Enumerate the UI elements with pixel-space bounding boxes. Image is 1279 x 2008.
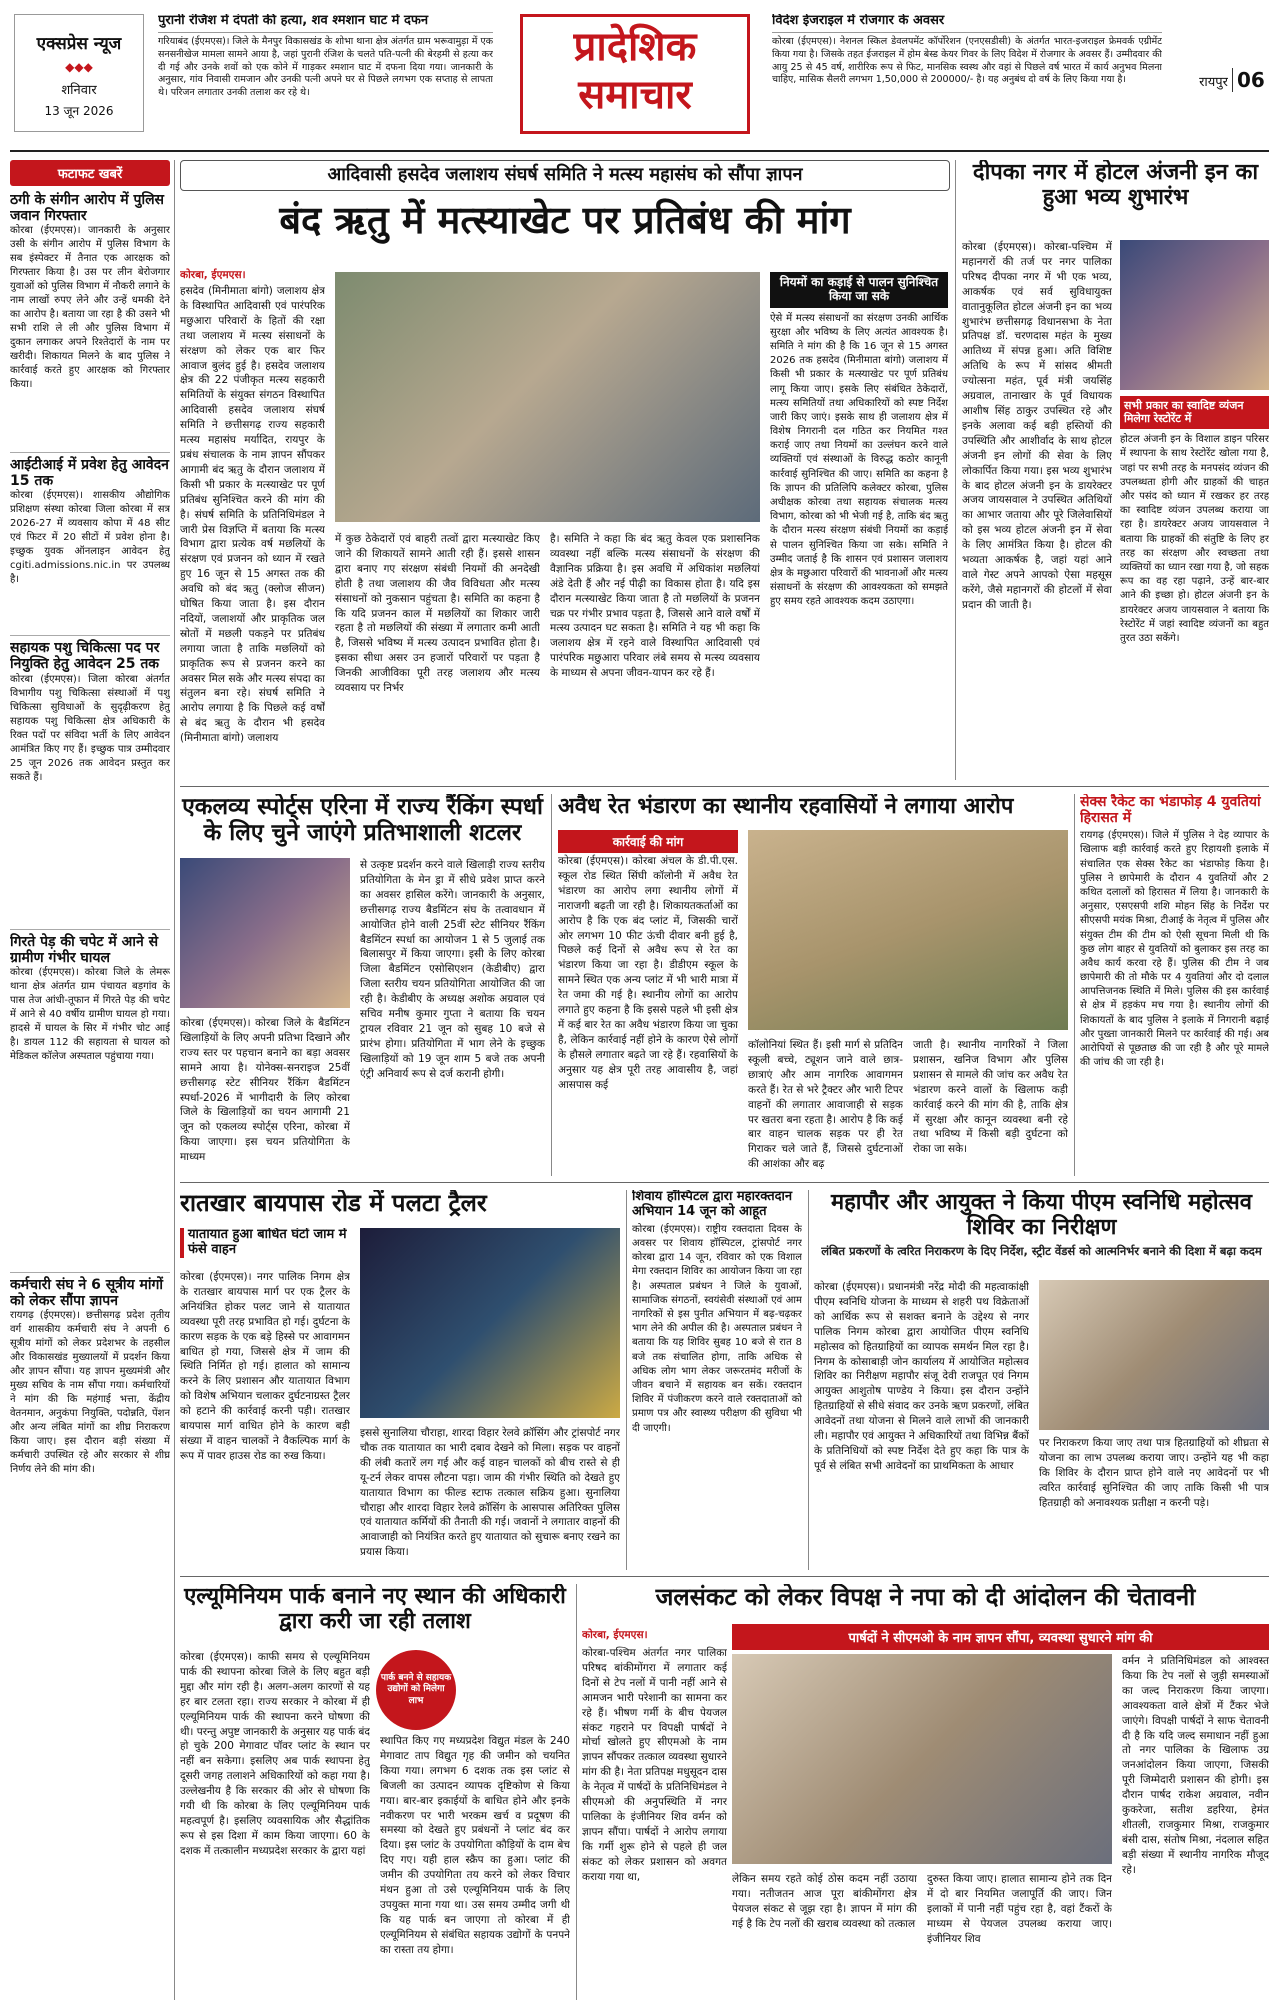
blood-body: कोरबा (ईएमएस)। राष्ट्रीय रक्तदाता दिवस के अवसर पर शिवाय हॉस्पिटल, ट्रांसपोर्ट नगर कोरबा द्वारा 14 जून, रविवार को एक विशाल मेगा रक्तदान शिविर का आयोजन किया जा रहा है। अस्पताल प्रबंधन ने जिले के युवाओं, सामाजिक संगठनों, स्वयंसेवी संस्थाओं एवं आम नागरिकों से इस पुनीत अभियान में बढ़-चढ़कर भाग लेने की अपील की है। अस्पताल प्रबंधन ने बताया कि यह शिविर सुबह 10 बजे से रात 8 बजे तक संचालित होगा, ताकि अधिक से अधिक लोग भाग लेकर जरूरतमंद मरीजों के जीवन बचाने में सहायक बन सकें। रक्तदान शिविर में पंजीकरण करने वाले रक्तदाताओं को प्रमाण पत्र और स्वास्थ्य परीक्षण की सुविधा भी दी जाएगी। (632, 1223, 802, 1434)
water-story (582, 1584, 1269, 2000)
trailer-headline: रातखार बायपास रोड में पलटा ट्रैलर (180, 1190, 487, 1217)
brief-item (10, 192, 170, 446)
hotel-sidebox-title: सभी प्रकार का स्वादिष्ट व्यंजन मिलेगा रेस्टोरेंट में (1120, 396, 1269, 429)
row4-divider (576, 1584, 577, 2000)
hotel-photo (1120, 240, 1269, 390)
racket-headline: सेक्स रैकेट का भंडाफोड़ 4 युवतियां हिरासत में (1080, 794, 1261, 827)
lead-photo (335, 272, 760, 522)
hotel-sidebox (1120, 396, 1269, 776)
trailer-photo (360, 1228, 620, 1418)
brief-title: गिरते पेड़ की चपेट में आने से ग्रामीण गंभीर घायल (10, 933, 159, 966)
lead-dateline: कोरबा, ईएमएस। (180, 269, 246, 281)
water-col2: लेकिन समय रहते कोई ठोस कदम नहीं उठाया गया। नतीजतन आज पूरा बांकीमोंगरा क्षेत्र पेयजल संकट से जूझ रहा है। ज्ञापन में मांग की गई है कि टेप नलों की खराब व्यवस्था को तत्काल (732, 1873, 917, 1930)
brief-item (10, 929, 170, 1266)
sand-col2: कॉलोनियां स्थित हैं। इसी मार्ग से प्रतिदिन स्कूली बच्चे, ट्यूशन जाने वाले छात्र-छात्राएं और आम नागरिक आवागमन करते हैं। रेत से भरे ट्रैक्टर और भारी टिपर वाहनों की लगातार आवाजाही से सड़क पर खतरा बना रहता है। आरोप है कि कई बार वाहन चालक सड़क पर ही रेत गिराकर चले जाते हैं, जिससे दुर्घटनाओं की आशंका और बढ़ (748, 1039, 903, 1171)
top-left-news-body: गरियाबंद (ईएमएस)। जिले के मैनपुर विकासखंड के शोभा थाना क्षेत्र अंतर्गत ग्राम भरूवामुड़ा में एक सनसनीखेज मामला सामने आया है, जहां पुरानी रंजिश के चलते पति-पत्नी की बेरहमी से हत्या कर दी गई और उनके शवों को एक कोने में गाड़कर श्मशान घाट में दफना दिया गया। जानकारी के अनुसार, गांव निवासी रामजान और उनकी पत्नी अपने घर से पिछले लगभग एक सप्ताह से लापता थे। परिजन लगातार उनकी तलाश कर रहे थे। (158, 35, 493, 99)
svanidhi-story (814, 1190, 1269, 1570)
paper-name: एक्सप्रेस न्यूज (36, 34, 122, 54)
sand-col3: जाती है। स्थानीय नागरिकों ने जिला प्रशासन, खनिज विभाग और पुलिस प्रशासन से मामले की जांच कर अवैध रेत भंडारण करने वालों के खिलाफ कड़ी कार्रवाई करने की मांग की है, ताकि क्षेत्र में सुरक्षा और कानून व्यवस्था बनी रहे तथा भविष्य में किसी बड़ी दुर्घटना को रोका जा सके। (913, 1039, 1068, 1156)
row3-divider-b (808, 1190, 809, 1570)
hotel-sidebox-body: होटल अंजनी इन के विशाल डाइन परिसर में स्थापना के साथ रेस्टोरेंट खोला गया है, जहां पर सभी तरह के मनपसंद व्यंजन की उपलब्धता होगी और ग्राहकों की चाहत और पसंद को ध्यान में रखकर हर तरह का स्वादिष्ट व्यंजन उपलब्ध कराया जा रहा है। डायरेक्टर अजय जायसवाल ने बताया कि ग्राहकों की संतुष्टि के लिए हर तरह का संरक्षण और स्वच्छता तथा व्यक्तियों का ध्यान रखा गया है, जो सहक रूप का वह रहा पढ़ाने, उन्हें बार-बार आने की इच्छा हो। होटल अंजनी इन के डायरेक्टर अजय जायसवाल ने बताया कि रेस्टोरेंट में जहां स्वादिष्ट व्यंजनों का बहुत तुरत उठा सकेंगे। (1120, 434, 1269, 644)
trailer-tag (180, 1228, 350, 1258)
lead-sidebox-body: ऐसे में मत्स्य संसाधनों का संरक्षण उनकी आर्थिक सुरक्षा और भविष्य के लिए अत्यंत आवश्यक है। समिति ने मांग की है कि 16 जून से 15 अगस्त 2026 तक हसदेव (मिनीमाता बांगो) जलाशय में किसी भी प्रकार के मत्स्याखेट पर पूर्ण प्रतिबंध लागू किया जाए। इसके लिए संबंधित ठेकेदारों, मत्स्य समितियों तथा अधिकारियों को स्पष्ट निर्देश जारी किए जाएं। इसके साथ ही जलाशय क्षेत्र में विशेष निगरानी दल गठित कर नियमित गश्त कराई जाए तथा नियमों का उल्लंघन करने वाले व्यक्तियों एवं संस्थाओं के विरुद्ध कठोर कानूनी कार्रवाई सुनिश्चित की जाए। समिति का कहना है कि ज्ञापन की प्रतिलिपि कलेक्टर कोरबा, पुलिस अधीक्षक कोरबा तथा सहायक संचालक मत्स्य विभाग, कोरबा को भी भेजी गई है, ताकि बंद ऋतु के दौरान मत्स्य संरक्षण संबंधी नियमों का कड़ाई से पालन सुनिश्चित किया जा सके। समिति ने उम्मीद जताई है कि शासन एवं प्रशासन जलाशय क्षेत्र के मछुआरा परिवारों की भावनाओं और मत्स्य संसाधनों के संरक्षण की आवश्यकता को समझते हुए समय रहते आवश्यक कदम उठाएगा। (770, 312, 948, 608)
brief-item (10, 452, 170, 629)
brief-title: कर्मचारी संघ ने 6 सूत्रीय मांगों को लेकर सौंपा ज्ञापन (10, 1276, 164, 1309)
racket-story (1080, 794, 1269, 1176)
svanidhi-photo (1039, 1280, 1269, 1430)
hotel-body: कोरबा (ईएमएस)। कोरबा-पश्चिम में महानगरों की तर्ज पर नगर पालिका परिषद दीपका नगर में भी एक भव्य, आकर्षक एवं सर्व सुविधायुक्त वातानुकूलित होटल अंजनी इन का भव्य शुभारंभ छत्तीसगढ़ विधानसभा के नेता प्रतिपक्ष डॉ. चरणदास महंत के मुख्य आतिथ्य में संपन्न हुआ। अति विशिष्ट अतिथि के रूप में सांसद श्रीमती ज्योत्सना महंत, पूर्व मंत्री जयसिंह अग्रवाल, तानाखार के पूर्व विधायक आशीष सिंह ठाकुर उपस्थित रहे और इनके अलावा कई बड़ी हस्तियों की उपस्थिति और आशीर्वाद के साथ होटल अंजनी इन लोगों की सेवा के लिए लोकार्पित किया गया। इस भव्य शुभारंभ के बाद होटल अंजनी इन के डायरेक्टर अजय जायसवाल ने उपस्थित अतिथियों का आभार जताया और पूरे जिलेवासियों को इस भव्य होटल अंजनी इन में सेवा के लिए आमंत्रित किया है। होटल की भव्यता आकर्षक है, जहां यहां आने वाले गेस्ट अपने आपको ऐसा महसूस करेंगे, जैसे महानगरों की होटलों में सेवा प्रदान की जाती है। (962, 241, 1112, 611)
water-col4: वर्मन ने प्रतिनिधिमंडल को आश्वस्त किया कि टेप नलों से जुड़ी समस्याओं का जल्द निराकरण किया जाएगा। आवश्यकता वाले क्षेत्रों में टैंकर भेजे जाएंगे। विपक्षी पार्षदों ने साफ चेतावनी दी है कि यदि जल्द समाधान नहीं हुआ तो नगर पालिका के खिलाफ उग्र जनआंदोलन किया जाएगा, जिसकी पूरी जिम्मेदारी प्रशासन की होगी। इस दौरान पार्षद राकेश अग्रवाल, नवीन कुकरेजा, सतीश डहरिया, हेमंत शीतली, राजकुमार मिश्रा, राजकुमार बंसी दास, संतोष मिश्रा, नंदलाल सहित बड़ी संख्या में स्थानीय नागरिक मौजूद रहे। (1122, 1655, 1269, 1876)
ornament-icon: ◆◆◆ (65, 60, 93, 74)
row2-divider-a (551, 794, 552, 1176)
top-left-news (158, 14, 493, 134)
section-title-box (520, 14, 750, 134)
brief-body: रायगढ़ (ईएमएस)। छत्तीसगढ़ प्रदेश तृतीय वर्ग शासकीय कर्मचारी संघ ने अपनी 6 सूत्रीय मांगों को लेकर प्रदेशभर के तहसील और विकासखंड मुख्यालयों में प्रदर्शन किया और ज्ञापन सौंपा। यह ज्ञापन मुख्यमंत्री और मुख्य सचिव के नाम सौंपा गया। कर्मचारियों ने मांग की कि महंगाई भत्ता, केंद्रीय वेतनमान, अनुकंपा नियुक्ति, पदोन्नति, पेंशन और अन्य लंबित मांगों का शीघ्र निराकरण किया जाए। इस दौरान बड़ी संख्या में कर्मचारी उपस्थित रहे और सरकार से शीघ्र निर्णय लेने की मांग की। (10, 1309, 170, 1475)
brief-item (10, 635, 170, 922)
sand-story (558, 794, 1068, 1176)
issue-day: शनिवार (61, 83, 97, 98)
svanidhi-tag: लंबित प्रकरणों के त्वरित निराकरण के दिए निर्देश, स्ट्रीट वेंडर्स को आत्मनिर्भर बनाने की दिशा में बढ़ा कदम (821, 1243, 1262, 1258)
badminton-story (180, 794, 545, 1176)
row1-divider (180, 786, 1269, 787)
left-briefs-column (10, 160, 170, 2000)
top-right-news (772, 14, 1162, 134)
racket-body: रायगढ़ (ईएमएस)। जिले में पुलिस ने देह व्यापार के खिलाफ बड़ी कार्रवाई करते हुए रिहायशी इलाके में संचालित एक सेक्स रैकेट का भंडाफोड़ किया है। पुलिस ने छापेमारी के दौरान 4 युवतियों और 2 कथित दलालों को हिरासत में लिया है। जानकारी के अनुसार, एसएसपी शशि मोहन सिंह के निर्देश पर सीएसपी मयंक मिश्रा, टीआई के नेतृत्व में पुलिस और संयुक्त टीम की टीम को ऐसी सूचना मिली थी कि कुछ लोग बाहर से युवतियों को बुलाकर इस तरह का अवैध कार्य करवा रहे हैं। पुलिस की टीम ने जब छापेमारी की तो मौके पर 4 युवतियां और दो दलाल आपत्तिजनक स्थिति में मिले। पुलिस की इस कार्रवाई से क्षेत्र में हड़कंप मच गया है। स्थानीय लोगों की शिकायतों के बाद पुलिस ने इलाके में निगरानी बढ़ाई और पुख्ता जानकारी मिलने पर कार्रवाई की गई। अब आरोपियों से पूछताछ की जा रही है और पूरे मामले की जांच की जा रही है। (1080, 830, 1269, 1069)
aluminium-col2: स्थापित किए गए मध्यप्रदेश विद्युत मंडल के 240 मेगावाट ताप विद्युत गृह की जमीन को चयनित किया गया। लगभग 6 दशक तक इस प्लांट से बिजली का उत्पादन व्यापक दृष्टिकोण से किया गया। बार-बार इकाईयों के बाधित होने और इनके नवीकरण पर भारी भरकम खर्च व प्रदूषण की समस्या को देखते हुए प्रबंधनों ने प्लांट बंद कर दिया। इस प्लांट के उपयोगिता कौड़ियों के दाम बेच दिए गए। यही हाल स्क्रैप का हुआ। प्लांट की जमीन की उपयोगिता तय करने को लेकर विचार मंथन हुआ तो उसे एल्यूमिनियम पार्क के लिए उपयुक्त माना गया था। उस समय उम्मीद जगी थी कि यह पार्क बन जाएगा तो कोरबा में ही एल्यूमिनियम से संबंधित सहायक उद्योगों के पनपने का रास्ता तय होगा। (380, 1735, 570, 1956)
brief-item (10, 1272, 170, 1829)
brief-body: कोरबा (ईएमएस)। जानकारी के अनुसार उसी के संगीन आरोप में पुलिस विभाग के सब इंस्पेक्टर में तैनात एक आरक्षक को गिरफ्तार किया है। उस पर लीन बेरोजगार युवाओं को पुलिस विभाग में नौकरी लगाने के नाम लाखों रुपए लेने और उन्हें धमकी देने का आरोप है। बताया जा रहा है की उसने भी सभी राशि ले ली और पुलिस विभाग में दुकान लगाकर अपने रिश्तेदारों के नाम पर खरीदी। शिकायत मिलने के बाद पुलिस ने कार्रवाई करते हुए आरक्षक को गिरफ्तार किया। (10, 225, 170, 391)
water-col1: कोरबा-पश्चिम अंतर्गत नगर पालिका परिषद बांकीमोंगरा में लगातार कई दिनों से टेप नलों में पानी नहीं आने से आमजन भारी परेशानी का सामना कर रहे हैं। भीषण गर्मी के बीच पेयजल संकट गहराने पर विपक्षी पार्षदों ने मोर्चा खोलते हुए सीएमओ के नाम ज्ञापन सौंपकर तत्काल व्यवस्था सुधारने मांग की है। नेता प्रतिपक्ष मधुसूदन दास के नेतृत्व में पार्षदों के प्रतिनिधिमंडल ने सीएमओ की अनुपस्थिति में नगर पालिका के इंजीनियर शिव वर्मन को ज्ञापन सौंपा। पार्षदों ने आरोप लगाया कि गर्मी शुरू होने से पहले ही जल संकट को लेकर प्रशासन को अवगत कराया गया था, (582, 1647, 727, 1883)
lead-right-divider (955, 160, 956, 780)
water-col3: दुरुस्त किया जाए। हालात सामान्य होने तक दिन में दो बार नियमित जलापूर्ति की जाए। जिन इलाकों में पानी नहीं पहुंच रहा है, वहां टैंकरों के माध्यम से पेयजल उपलब्ध कराया जाए। इंजीनियर शिव (927, 1873, 1112, 1945)
row2-divider-b (1074, 794, 1075, 1176)
issue-date: 13 जून 2026 (44, 104, 114, 118)
right-top-story (962, 160, 1269, 780)
brief-body: कोरबा (ईएमएस)। कोरबा जिले के लेमरू थाना क्षेत्र अंतर्गत ग्राम पंचायत बड़गांव के पास तेज आंधी-तूफान में गिरते पेड़ की चपेट में आने से 40 वर्षीय ग्रामीण घायल हो गया। हादसे में घायल के सिर में गंभीर चोट आई है। डायल 112 की सहायता से घायल को मेडिकल कॉलेज अस्पताल पहुंचाया गया। (10, 966, 170, 1062)
row3-bottom-divider (180, 1576, 1269, 1577)
row3-divider-a (626, 1190, 627, 1570)
masthead (0, 0, 1279, 152)
badminton-photo (180, 858, 350, 1008)
badminton-col1: कोरबा (ईएमएस)। कोरबा जिले के बैडमिंटन खिलाड़ियों के लिए अपनी प्रतिभा दिखाने और राज्य स्तर पर पहचान बनाने का बड़ा अवसर सामने आया है। योनेक्स-सनराइज 25वीं छत्तीसगढ़ स्टेट सीनियर रैंकिंग बैडमिंटन स्पर्धा-2026 में भागीदारी के लिए कोरबा जिले के खिलाड़ियों का चयन आगामी 21 जून को एकलव्य स्पोर्ट्स एरिना, कोरबा में किया जाएगा। इस चयन प्रतियोगिता के माध्यम (180, 1017, 350, 1164)
section-title-line1: प्रादेशिक (573, 24, 697, 70)
lead-sidebox (770, 272, 948, 774)
sand-col1: कोरबा (ईएमएस)। कोरबा अंचल के डी.पी.एस. स्कूल रोड स्थित सिंघी कॉलोनी में अवैध रेत भंडारण का आरोप लगा स्थानीय लोगों में नाराजगी बढ़ती जा रही है। शिकायतकर्ताओं का आरोप है कि एक बंद प्लांट में, जिसकी चारों ओर लगभग 10 फीट ऊंची दीवार बनी हुई है, पिछले कई दिनों से अवैध रूप से रेत का भंडारण किया जा रहा है। डीडीएम स्कूल के सामने स्थित एक अन्य प्लांट में भी भारी मात्रा में रेत जमा की गई है। स्थानीय लोगों का आरोप लगाते हुए कहना है कि इससे पहले भी इसी क्षेत्र में कई बार रेत का अवैध भंडारण किया जा चुका है, लेकिन कार्रवाई नहीं होने के कारण ऐसे लोगों के हौसले लगातार बढ़ते जा रहे हैं। रहवासियों के अनुसार यह क्षेत्र पूरी तरह आवासीय है, जहां आसपास कई (558, 855, 738, 1091)
lead-col2: में कुछ ठेकेदारों एवं बाहरी तत्वों द्वारा मत्स्याखेट किए जाने की शिकायतें सामने आती रही हैं। इससे शासन द्वारा बनाए गए संरक्षण संबंधी नियमों की अनदेखी होती है तथा जलाशय की जैव विविधता और मत्स्य संसाधनों को नुकसान पहुंचता है। समिति का कहना है कि यदि प्रजनन काल में मछलियों का शिकार जारी रहता है तो मछलियों की संख्या में लगातार कमी आती है, जिससे भविष्य में मत्स्य उत्पादन प्रभावित होता है। इसका सीधा असर उन हजारों परिवारों पर पड़ता है जिनकी आजीविका पूरी तरह जलाशय और मत्स्य व्यवसाय पर निर्भर (335, 533, 540, 695)
brief-title: सहायक पशु चिकित्सा पद पर नियुक्ति हेतु आवेदन 25 तक (10, 640, 160, 673)
aluminium-badge (376, 1650, 456, 1730)
left-column-divider (174, 160, 175, 2000)
section-title-line2: समाचार (578, 72, 692, 118)
trailer-tag-text: यातायात हुआ बाधित घंटों जाम में फंसे वाहन (180, 1228, 350, 1258)
top-right-news-body: कोरबा (ईएमएस)। नेशनल स्किल डेवलपमेंट कॉर्पोरेशन (एनएसडीसी) के अंतर्गत भारत-इजराइल फ्रेमवर्क एग्रीमेंट किया गया है। जिसके तहत ईजराइल में होम बेस्ड केयर गिवर के लिए विदेश में रोजगार के अवसर हैं। उम्मीदवार की आयु 25 से 45 वर्ष, शारीरिक रूप से फिट, मानसिक स्वस्थ और वहां से पिछले वर्ष भारत में कार्य अनुभव मिलना चाहिए, मासिक सैलरी लगभग 1,50,000 से 200000/- है। यह अनुबंध दो वर्ष के लिए किया गया है। (772, 35, 1162, 86)
svanidhi-col1: कोरबा (ईएमएस)। प्रधानमंत्री नरेंद्र मोदी की महत्वाकांक्षी पीएम स्वनिधि योजना के माध्यम से शहरी पथ विक्रेताओं को आर्थिक रूप से सशक्त बनाने के उद्देश्य से नगर पालिक निगम कोरबा द्वारा आयोजित पीएम स्वनिधि महोत्सव को हितग्राहियों का व्यापक समर्थन मिल रहा है। निगम के कोसाबाड़ी जोन कार्यालय में आयोजित महोत्सव शिविर का निरीक्षण महापौर संजू देवी राजपूत एवं निगम आयुक्त आशुतोष पाण्डेय ने किया। इस दौरान उन्होंने हितग्राहियों से सीधे संवाद कर उनके ऋण प्रकरणों, लंबित आवेदनों तथा योजना से मिलने वाले लाभों की जानकारी ली। महापौर एवं आयुक्त ने अधिकारियों तथा विभिन्न बैंकों के प्रतिनिधियों को स्पष्ट निर्देश देते हुए कहा कि पात्र के पूर्व से लंबित सभी आवेदनों का प्राथमिकता के आधार (814, 1281, 1029, 1472)
blood-story (632, 1190, 802, 1570)
lead-headline: बंद ऋतु में मत्स्याखेट पर प्रतिबंध की मांग (279, 197, 851, 242)
page-number: 06 (1232, 68, 1274, 92)
lead-overline: आदिवासी हसदेव जलाशय संघर्ष समिति ने मत्स्य महासंघ को सौंपा ज्ञापन (180, 160, 950, 191)
water-tag: पार्षदों ने सीएमओ के नाम ज्ञापन सौंपा, व्यवस्था सुधारने मांग की (732, 1624, 1269, 1650)
aluminium-headline: एल्यूमिनियम पार्क बनाने नए स्थान की अधिकारी द्वारा करी जा रही तलाश (184, 1584, 566, 1635)
trailer-story (180, 1190, 620, 1570)
aluminium-col1: कोरबा (ईएमएस)। काफी समय से एल्यूमिनियम पार्क की स्थापना कोरबा जिले के लिए बहुत बड़ी मुद्दा और मांग रही है। अलग-अलग कारणों से यह हर बार टलता रहा। राज्य सरकार ने कोरबा में ही एल्यूमिनियम पार्क की स्थापना करने घोषणा की थी। परन्तु अपुष्ट जानकारी के अनुसार यह पार्क बंद हो चुके 200 मेगावाट पॉवर प्लांट के स्थान पर नहीं बन सकेगा। इसलिए अब पार्क स्थापना हेतु दूसरी जगह तलाशने अधिकारियों को कहा गया है। उल्लेखनीय है कि सरकार की ओर से घोषणा कि गयी थी कि कोरबा के लिए एल्यूमिनियम पार्क महत्वपूर्ण है। इसलिए व्यवसायिक और सैद्धांतिक रूप से इस दिशा में काम किया जाएगा। 60 के दशक में तत्कालीन मध्यप्रदेश सरकार के द्वारा यहां (180, 1651, 370, 1857)
masthead-divider (10, 150, 1269, 152)
aluminium-badge-text: पार्क बनने से सहायक उद्योगों को मिलेगा लाभ (380, 1673, 452, 1706)
brief-title: आईटीआई में प्रवेश हेतु आवेदन 15 तक (10, 457, 169, 490)
brief-body: कोरबा (ईएमएस)। शासकीय औद्योगिक प्रशिक्षण संस्था कोरबा जिला कोरबा में सत्र 2026-27 में व्यवसाय कोपा में 48 सीट एवं फिटर में 20 सीटों में प्रवेश होना है। इच्छुक युवक ऑनलाइन आवेदन हेतु cgiti.admissions.nic.in पर उपलब्ध है। (10, 490, 170, 586)
row2-bottom-divider (180, 1182, 1269, 1183)
water-headline: जलसंकट को लेकर विपक्ष ने नपा को दी आंदोलन की चेतावनी (655, 1584, 1196, 1611)
top-left-news-title: पुरानी रंजिश में दंपती की हत्या, शव श्मशान घाट में दफन (158, 14, 493, 33)
sand-headline: अवैध रेत भंडारण का स्थानीय रहवासियों ने लगाया आरोप (558, 794, 1014, 819)
briefs-label: फटाफट खबरें (10, 160, 170, 186)
svanidhi-headline: महापौर और आयुक्त ने किया पीएम स्वनिधि महोत्सव शिविर का निरीक्षण (830, 1190, 1253, 1241)
aluminium-story (180, 1584, 570, 2000)
water-dateline: कोरबा, ईएमएस। (582, 1629, 648, 1641)
blood-headline: शिवाय हॉस्पिटल द्वारा महारक्तदान अभियान 14 जून को आहूत (632, 1190, 793, 1219)
lead-col1: हसदेव (मिनीमाता बांगो) जलाशय क्षेत्र के विस्थापित आदिवासी एवं पारंपरिक मछुआरा परिवारों के हितों की रक्षा तथा जलाशय में मत्स्य संसाधनों के संरक्षण को लेकर एक बार फिर आवाज बुलंद हुई है। हसदेव जलाशय क्षेत्र की 22 पंजीकृत मत्स्य सहकारी समितियों के संयुक्त संगठन विस्थापित आदिवासी हसदेव जलाशय संघर्ष समिति ने छत्तीसगढ़ राज्य सहकारी मत्स्य महासंघ मर्यादित, रायपुर के प्रबंध संचालक के नाम ज्ञापन सौंपकर आगामी बंद ऋतु के दौरान जलाशय में किसी भी प्रकार के मत्स्याखेट पर पूर्ण प्रतिबंध सुनिश्चित करने की मांग की है। संघर्ष समिति के प्रतिनिधिमंडल ने जारी प्रेस विज्ञप्ति में बताया कि मत्स्य विभाग द्वारा प्रत्येक वर्ष मछलियों के संरक्षण एवं प्रजनन को ध्यान में रखते हुए 16 जून से 15 अगस्त तक की अवधि को बंद ऋतु (क्लोज सीजन) घोषित किया जाता है। इस दौरान नदियों, जलाशयों और प्राकृतिक जल स्रोतों में मछली पकड़ने पर प्रतिबंध लगाया जाता है ताकि मछलियों को प्राकृतिक रूप से प्रजनन करने का अवसर मिल सके और मत्स्य संपदा का संतुलन बना रहे। संघर्ष समिति ने आरोप लगाया है कि पिछले कई वर्षों से बंद ऋतु के दौरान भी हसदेव (मिनीमाता बांगो) जलाशय (180, 285, 325, 745)
trailer-col1: कोरबा (ईएमएस)। नगर पालिक निगम क्षेत्र के रातखार बायपास मार्ग पर एक ट्रैलर के अनियंत्रित होकर पलट जाने से यातायात व्यवस्था पूरी तरह प्रभावित हो गई। दुर्घटना के कारण सड़क के एक बड़े हिस्से पर आवागमन बाधित हो गया, जिससे क्षेत्र में जाम की स्थिति निर्मित हो गई। हालात को सामान्य करने के लिए प्रशासन और यातायात विभाग को विशेष अभियान चलाकर दुर्घटनाग्रस्त ट्रैलर को हटाने की कार्रवाई करनी पड़ी। रातखार बायपास मार्ग वाधित होने के कारण बड़ी संख्या में वाहन चालकों ने वैकल्पिक मार्ग के रूप में पावर हाउस रोड का रुख किया। (180, 1271, 350, 1462)
badminton-col2: से उत्कृष्ट प्रदर्शन करने वाले खिलाड़ी राज्य स्तरीय प्रतियोगिता के मेन ड्रा में सीधे प्रवेश प्राप्त करने का अवसर हासिल करेंगे। जानकारी के अनुसार, छत्तीसगढ़ राज्य बैडमिंटन संघ के तत्वावधान में आयोजित होने वाली 25वीं स्टेट सीनियर रैंकिंग बैडमिंटन स्पर्धा का आयोजन 1 से 5 जुलाई तक बिलासपुर में किया जाएगा। इसी के लिए कोरबा जिला बैडमिंटन एसोसिएशन (केडीबीए) द्वारा जिला स्तरीय चयन प्रतियोगिता आयोजित की जा रही है। केडीबीए के अध्यक्ष अशोक अग्रवाल एवं सचिव मनीष कुमार गुप्ता ने बताया कि चयन ट्रायल रविवार 21 जून को सुबह 10 बजे से प्रारंभ होगा। प्रतियोगिता में भाग लेने के इच्छुक खिलाड़ियों को 19 जून शाम 5 बजे तक अपनी एंट्री अनिवार्य रूप से दर्ज करानी होगी। (360, 859, 545, 1080)
brief-title: ठगी के संगीन आरोप में पुलिस जवान गिरफ्तार (10, 192, 165, 225)
water-photo (732, 1654, 1112, 1864)
lead-sidebox-title: नियमों का कड़ाई से पालन सुनिश्चित किया जा सके (770, 272, 948, 308)
lead-col3: है। समिति ने कहा कि बंद ऋतु केवल एक प्रशासनिक व्यवस्था नहीं बल्कि मत्स्य संसाधनों के संरक्षण की वैज्ञानिक प्रक्रिया है। इस अवधि में अधिकांश मछलियां अंडे देती हैं और नई पीढ़ी का विकास होता है। यदि इस दौरान मत्स्याखेट किया जाता है तो मछलियों के प्रजनन चक्र पर गंभीर प्रभाव पड़ता है, जिससे आने वाले वर्षों में मत्स्य उत्पादन घट सकता है। समिति ने यह भी कहा कि जलाशय क्षेत्र में रहने वाले विस्थापित आदिवासी एवं पारंपरिक मछुआरा परिवार लंबे समय से मत्स्य व्यवसाय के माध्यम से अपना जीवन-यापन कर रहे हैं। (550, 533, 760, 680)
sand-photo (748, 830, 1068, 1030)
sand-tag: कार्रवाई की मांग (558, 830, 738, 853)
badminton-headline: एकलव्य स्पोर्ट्स एरिना में राज्य रैंकिंग स्पर्धा के लिए चुने जाएंगे प्रतिभाशाली शटलर (182, 794, 543, 847)
lead-story (180, 160, 950, 780)
svanidhi-col2: पर निराकरण किया जाए तथा पात्र हितग्राहियों को शीघ्रता से योजना का लाभ उपलब्ध कराया जाए। उन्होंने यह भी कहा कि शिविर के दौरान प्राप्त होने वाले नए आवेदनों पर भी त्वरित कार्रवाई सुनिश्चित की जाए ताकि किसी भी पात्र हितग्राही को अनावश्यक प्रतीक्षा न करनी पड़े। (1039, 1437, 1269, 1509)
brief-body: कोरबा (ईएमएस)। जिला कोरबा अंतर्गत विभागीय पशु चिकित्सा संस्थाओं में पशु चिकित्सा सुविधाओं के सुदृढ़ीकरण हेतु सहायक पशु चिकित्सा क्षेत्र अधिकारी के रिक्त पदों पर संविदा भर्ती के लिए आवेदन आमंत्रित किए गए हैं। इच्छुक पात्र उम्मीदवार 25 जून 2026 तक आवेदन प्रस्तुत कर सकते हैं। (10, 673, 170, 783)
top-right-news-title: विदेश ईजराइल में रोजगार के अवसर (772, 14, 1162, 33)
paper-brand-box (14, 14, 144, 132)
trailer-col2: इससे सुनालिया चौराहा, शारदा विहार रेलवे क्रॉसिंग और ट्रांसपोर्ट नगर चौक तक यातायात का भारी दबाव देखने को मिला। सड़क पर वाहनों की लंबी कतारें लग गई और कई वाहन चालकों को बीच रास्ते से ही यू-टर्न लेकर वापस लौटना पड़ा। जाम की गंभीर स्थिति को देखते हुए यातायात विभाग का फील्ड स्टाफ तत्काल सक्रिय हुआ। सुनालिया चौराहा और शारदा विहार रेलवे क्रॉसिंग के आसपास अतिरिक्त पुलिस एवं यातायात कर्मियों की तैनाती की गई। जवानों ने लगातार वाहनों की आवाजाही को नियंत्रित करते हुए यातायात को सुचारू बनाए रखने का प्रयास किया। (360, 1427, 620, 1559)
hotel-headline: दीपका नगर में होटल अंजनी इन का हुआ भव्य शुभारंभ (972, 160, 1259, 211)
city-label: रायपुर (1199, 75, 1228, 90)
